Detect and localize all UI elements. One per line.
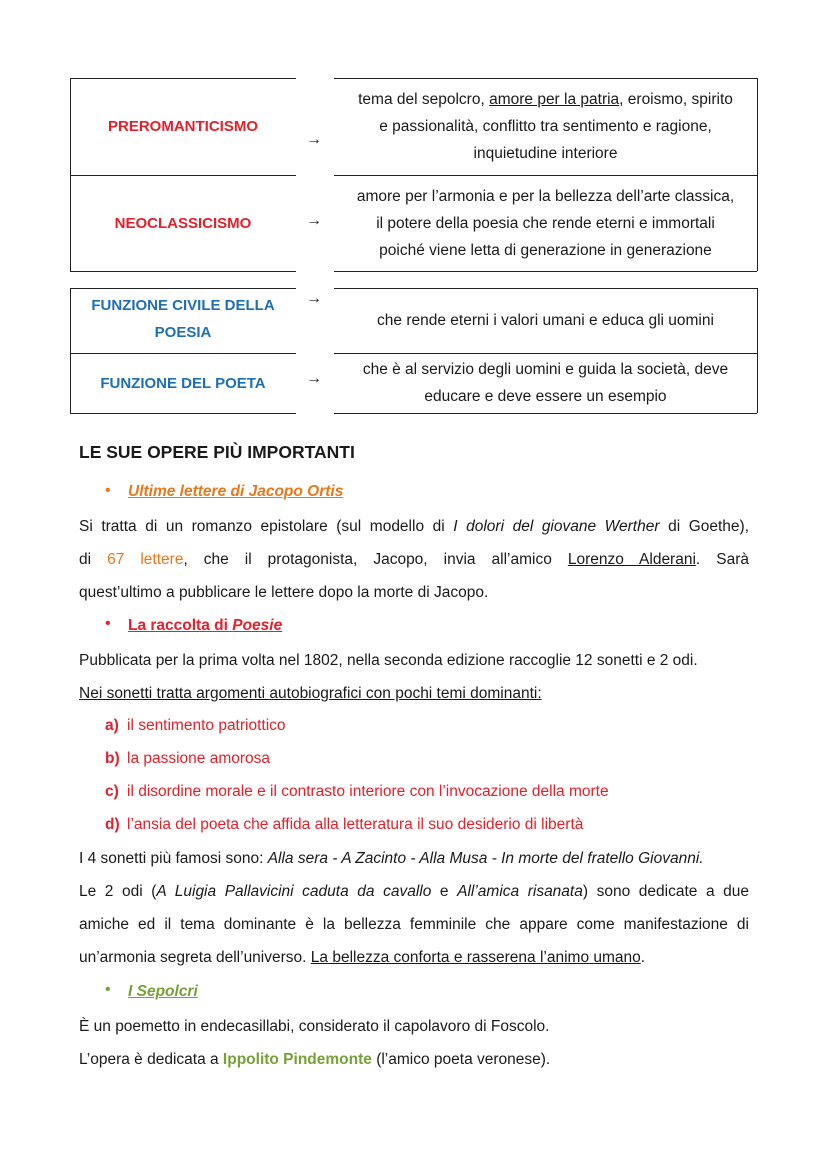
ortis-paragraph-line2: di 67 lettere, che il protagonista, Jacopo, invia all’amico Lorenzo Alderani. Sarà [79,551,749,568]
ortis-paragraph-line1: Si tratta di un romanzo epistolare (sul modello di I dolori del giovane Werther di Goethe), [79,518,750,535]
work-title-poesie: La raccolta di Poesie [128,617,283,634]
theme-item-b: b) la passione amorosa [105,750,271,767]
theme-item-a: a) il sentimento patriottico [105,717,286,734]
arrow-icon: → [306,212,322,229]
bullet-icon: • [105,615,111,632]
poesie-paragraph-6: un’armonia segreta dell’universo. La bellezza conforta e rasserena l’animo umano. [79,949,646,966]
arrow-icon: → [306,131,322,148]
ortis-paragraph-line3: quest’ultimo a pubblicare le lettere dopo la morte di Jacopo. [79,584,489,601]
work-title-sepolcri: I Sepolcri [128,983,198,1000]
theme-item-c: c) il disordine morale e il contrasto interiore con l’invocazione della morte [105,783,609,800]
poesie-paragraph-3: I 4 sonetti più famosi sono: Alla sera - A Zacinto - Alla Musa - In morte del fratello Giovanni. [79,850,704,867]
label-neoclassicismo: NEOCLASSICISMO [114,214,252,232]
label-preromanticismo: PREROMANTICISMO [108,118,258,135]
poesie-paragraph-4: Le 2 odi (A Luigia Pallavicini caduta da cavallo e All’amica risanata) sono dedicate a due [79,883,749,900]
poesie-paragraph-5: amiche ed il tema dominante è la bellezza femminile che appare come manifestazione di [79,916,749,933]
section-title: LE SUE OPERE PIÙ IMPORTANTI [79,442,355,462]
sepolcri-paragraph-1: È un poemetto in endecasillabi, considerato il capolavoro di Foscolo. [79,1018,550,1035]
poesie-paragraph-1: Pubblicata per la prima volta nel 1802, nella seconda edizione raccoglie 12 sonetti e 2 odi. [79,652,698,669]
description-neoclassicismo: amore per l’armonia e per la bellezza dell’arte classica, il potere della poesia che rende eterni e immortali poiché viene letta di generazione in generazione [356,187,735,259]
bullet-icon: • [105,981,111,998]
theme-item-d: d) l’ansia del poeta che affida alla letteratura il suo desiderio di libertà [105,816,584,833]
description-funzione-poeta: che è al servizio degli uomini e guida la società, deve educare e deve essere un esempio [362,361,729,405]
bullet-icon: • [105,482,111,499]
description-preromanticismo: tema del sepolcro, amore per la patria, eroismo, spirito e passionalità, conflitto tra sentimento e ragione, inquietudine interiore [358,90,733,162]
label-funzione-poeta: FUNZIONE DEL POETA [100,374,266,392]
sepolcri-paragraph-2: L’opera è dedicata a Ippolito Pindemonte (l’amico poeta veronese). [79,1051,551,1068]
label-funzione-civile: FUNZIONE CIVILE DELLA POESIA [91,297,275,341]
description-funzione-civile: che rende eterni i valori umani e educa gli uomini [377,312,714,329]
poesie-paragraph-2: Nei sonetti tratta argomenti autobiografici con pochi temi dominanti: [79,685,542,702]
arrow-icon: → [306,370,322,387]
arrow-icon: → [306,290,322,307]
work-title-ortis: Ultime lettere di Jacopo Ortis [128,483,344,500]
